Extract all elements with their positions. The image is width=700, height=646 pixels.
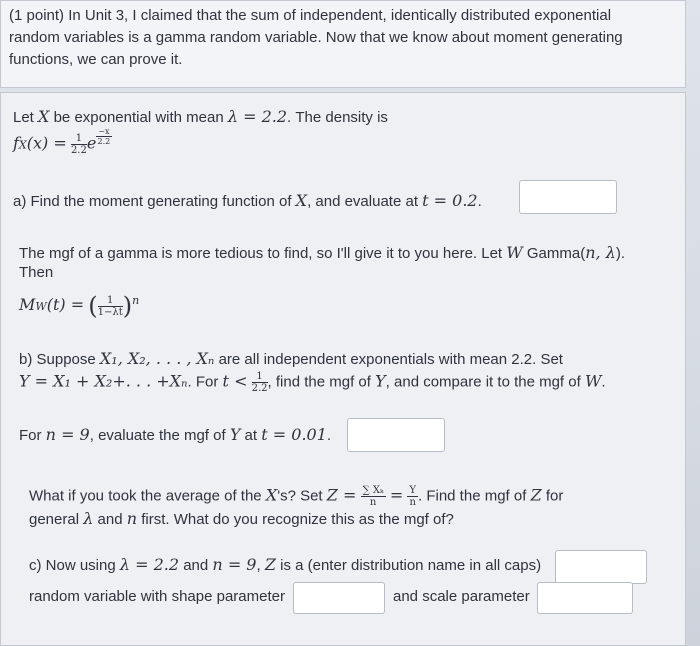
exp-base: e bbox=[86, 133, 97, 153]
density-f: f bbox=[13, 133, 19, 153]
frac-num: Y bbox=[409, 485, 416, 496]
part-b-text: at bbox=[240, 427, 262, 444]
var-x: X bbox=[265, 485, 278, 505]
mgf-m: M bbox=[19, 295, 36, 314]
average-text: What if you took the average of the bbox=[29, 487, 266, 505]
frac-num: 1 bbox=[98, 295, 123, 307]
average-text: first. What do you recognize this as the mgf of? bbox=[137, 511, 454, 528]
scale-parameter-input[interactable] bbox=[537, 582, 633, 614]
var-z: Z bbox=[264, 555, 276, 574]
frac-den: 2.2 bbox=[251, 383, 268, 394]
exp-num: −x bbox=[98, 127, 110, 136]
part-b-text: , and compare it to the mgf of bbox=[385, 373, 585, 391]
lambda-value: λ = 2.2 bbox=[119, 555, 180, 574]
gamma-text: ). bbox=[615, 245, 626, 262]
mgf-power: n bbox=[132, 294, 140, 307]
frac-num: 1 bbox=[71, 133, 87, 145]
part-c-text: , bbox=[256, 557, 265, 574]
average-line-2 bbox=[29, 509, 454, 530]
mgf-fraction bbox=[98, 295, 123, 318]
n-value: n = 9 bbox=[212, 555, 257, 574]
density-sub: X bbox=[18, 138, 27, 152]
gamma-args: n, λ bbox=[585, 243, 616, 262]
problem-body bbox=[0, 92, 686, 646]
gamma-text: Gamma( bbox=[522, 245, 586, 262]
frac-num: ∑ Xₖ bbox=[362, 485, 384, 496]
var-x: X bbox=[295, 191, 308, 210]
gamma-mgf-formula bbox=[19, 291, 140, 321]
part-a-text: a) Find the moment generating function of bbox=[13, 193, 296, 210]
part-a-question bbox=[13, 191, 482, 212]
mgf-sub: W bbox=[35, 300, 47, 313]
n-value: n = 9 bbox=[45, 425, 90, 444]
var-x: X bbox=[38, 107, 50, 126]
average-line-1 bbox=[29, 485, 563, 508]
eval-point: t = 0.01 bbox=[261, 425, 327, 444]
problem-intro bbox=[0, 0, 686, 88]
frac-den: n bbox=[409, 497, 416, 508]
exponent-fraction bbox=[96, 127, 111, 146]
density-formula bbox=[13, 127, 112, 156]
gamma-text: The mgf of a gamma is more tedious to find, so I'll give it to you here. Let bbox=[19, 245, 507, 262]
part-c-text: c) Now using bbox=[29, 557, 120, 574]
part-c-text: and bbox=[179, 557, 213, 574]
frac-num: 1 bbox=[252, 371, 268, 383]
part-c-line-1 bbox=[29, 555, 541, 576]
part-b-line-1 bbox=[19, 349, 563, 370]
part-b-text: , evaluate the mgf of bbox=[89, 427, 230, 444]
average-text: . Find the mgf of bbox=[418, 487, 531, 505]
part-b-text: For bbox=[19, 427, 46, 444]
average-text: 's? Set bbox=[277, 487, 327, 505]
setup-text: . The density is bbox=[287, 109, 388, 126]
gamma-intro-line bbox=[19, 243, 625, 264]
t-bound: t < bbox=[222, 371, 248, 391]
part-b-text: . bbox=[601, 373, 606, 391]
bound-fraction bbox=[252, 371, 268, 394]
part-a-text: , and evaluate at bbox=[307, 193, 423, 210]
setup-text: Let bbox=[13, 109, 39, 126]
part-b-text: , find the mgf of bbox=[267, 373, 376, 391]
then-label: Then bbox=[19, 264, 54, 281]
var-y: Y bbox=[229, 425, 241, 444]
y-over-n-fraction bbox=[407, 485, 418, 508]
average-text: and bbox=[93, 511, 127, 528]
lambda-symbol: λ bbox=[83, 509, 94, 528]
distribution-name-input[interactable] bbox=[555, 550, 647, 584]
part-a-answer-input[interactable] bbox=[519, 180, 617, 214]
n-symbol: n bbox=[126, 509, 138, 528]
setup-line bbox=[13, 107, 388, 128]
part-b-text: . bbox=[326, 427, 332, 444]
frac-den: 1−λt bbox=[97, 306, 123, 318]
part-b-text: b) Suppose bbox=[19, 351, 100, 368]
part-a-text: . bbox=[477, 193, 482, 210]
shape-parameter-input[interactable] bbox=[293, 582, 385, 614]
part-b-eval-line bbox=[19, 425, 331, 446]
exp-den: 2.2 bbox=[97, 137, 111, 146]
intro-line-1: (1 point) In Unit 3, I claimed that the sum of independent, identically distributed exponential bbox=[9, 7, 612, 24]
var-z: Z bbox=[530, 485, 542, 505]
intro-line-3: functions, we can prove it. bbox=[9, 51, 183, 68]
mgf-arg: (t) = bbox=[46, 295, 85, 314]
lambda-value: λ = 2.2 bbox=[227, 107, 288, 126]
x-sequence: X₁, X₂, . . . , Xₙ bbox=[99, 349, 215, 368]
part-b-answer-input[interactable] bbox=[347, 418, 445, 452]
var-w: W bbox=[584, 371, 602, 391]
scale-parameter-label: and scale parameter bbox=[393, 588, 530, 605]
part-b-text: are all independent exponentials with mean 2.2. Set bbox=[214, 351, 563, 368]
part-b-line-2 bbox=[19, 371, 606, 394]
sum-fraction bbox=[361, 485, 386, 508]
close-paren: ) bbox=[122, 292, 133, 321]
var-w: W bbox=[506, 243, 523, 262]
eval-point: t = 0.2 bbox=[422, 191, 478, 210]
equals-sign: = bbox=[389, 485, 404, 505]
density-arg: (x) = bbox=[26, 133, 67, 153]
var-y: Y bbox=[375, 371, 386, 391]
shape-parameter-label: random variable with shape parameter bbox=[29, 588, 285, 605]
y-definition: Y = X₁ + X₂+. . . +Xₙ bbox=[19, 371, 188, 391]
part-b-text: . For bbox=[187, 373, 223, 391]
average-text: for bbox=[541, 487, 564, 505]
part-c-text: is a (enter distribution name in all caps) bbox=[275, 557, 542, 574]
average-text: general bbox=[29, 511, 84, 528]
frac-den: 2.2 bbox=[70, 145, 87, 156]
density-fraction bbox=[71, 133, 87, 156]
z-definition: Z = bbox=[326, 485, 357, 505]
intro-line-2: random variables is a gamma random variable. Now that we know about moment generating bbox=[9, 29, 623, 46]
setup-text: be exponential with mean bbox=[49, 109, 228, 126]
frac-den: n bbox=[369, 497, 377, 508]
open-paren: ( bbox=[88, 292, 98, 321]
